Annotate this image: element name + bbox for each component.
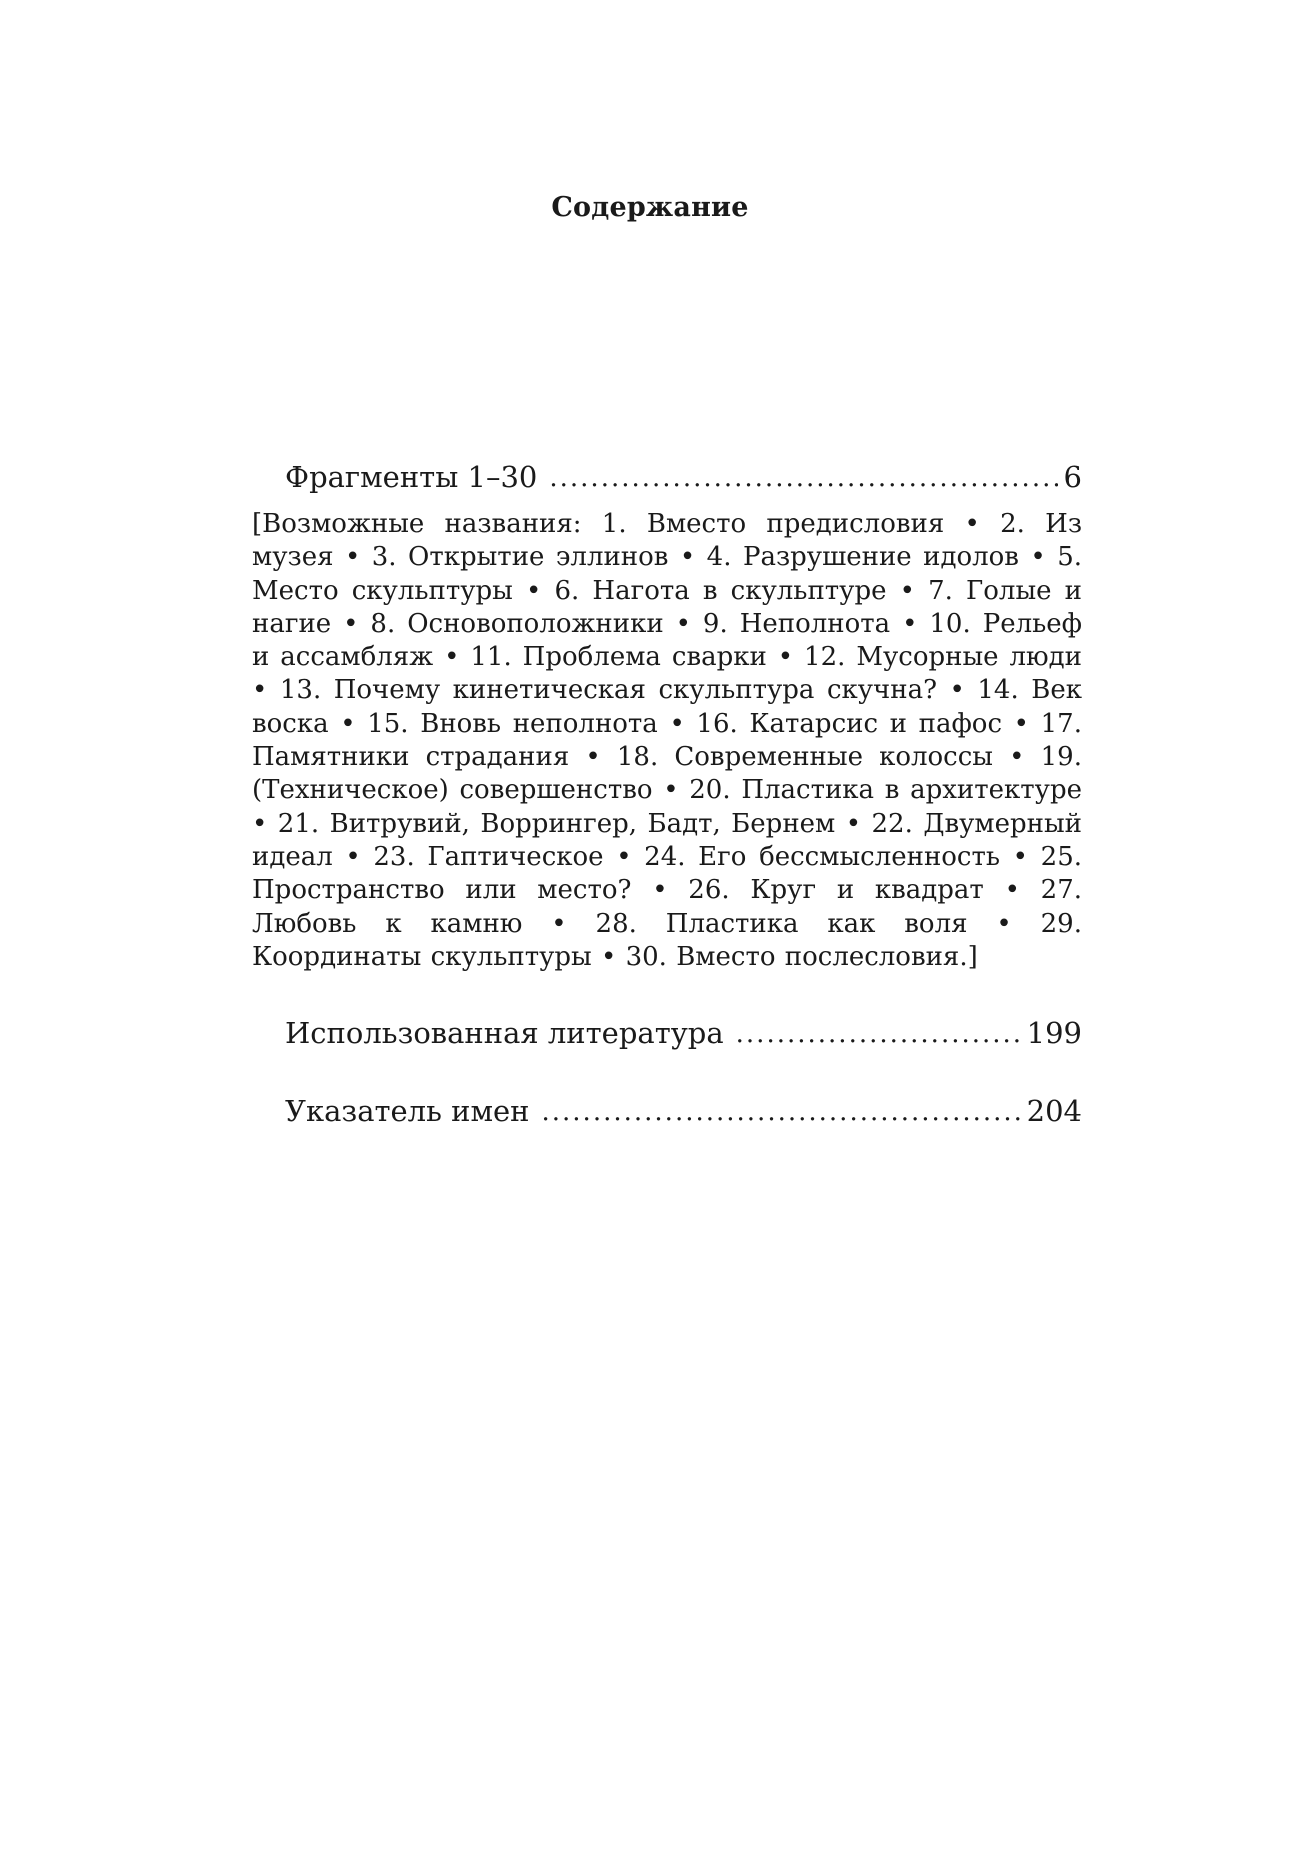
toc-entry-label: Указатель имен xyxy=(285,1094,530,1129)
toc-entry-label: Фрагменты 1–30 xyxy=(285,460,538,494)
table-of-contents xyxy=(252,460,1082,1130)
toc-entry-fragments[interactable] xyxy=(252,460,1082,496)
toc-entry-page-number: 199 xyxy=(1026,1016,1082,1051)
page-title: Содержание xyxy=(551,192,749,223)
fragments-description: [Возможные названия: 1. Вместо предисловия • 2. Из музея • 3. Открытие эллинов • 4. Разрушение идолов • 5. Место скульптуры • 6. Нагота в скульптуре • 7. Голые и нагие • 8. Основоположники • 9. Неполнота • 10. Рельеф и ассамбляж • 11. Проблема сварки • 12. Мусорные люди • 13. Почему кинетическая скульптура скучна? • 14. Век воска • 15. Вновь неполнота • 16. Катарсис и пафос • 17. Памятники страдания • 18. Современные колоссы • 19. (Техническое) совершенство • 20. Пластика в архитектуре • 21. Витрувий, Воррингер, Бадт, Бернем • 22. Двумерный идеал • 23. Гаптическое • 24. Его бессмысленность • 25. Пространство или место? • 26. Круг и квадрат • 27. Любовь к камню • 28. Пластика как воля • 29. Координаты скульптуры • 30. Вместо послесловия.] xyxy=(252,509,1082,972)
dot-leader xyxy=(549,461,1057,495)
toc-entry-page-number: 6 xyxy=(1063,460,1082,494)
toc-entry-name-index[interactable] xyxy=(252,1094,1082,1130)
dot-leader xyxy=(736,1017,1021,1051)
toc-entry-page-number: 204 xyxy=(1026,1094,1082,1129)
dot-leader xyxy=(542,1095,1021,1129)
toc-entry-label: Использованная литература xyxy=(285,1016,724,1051)
toc-entry-literature[interactable] xyxy=(252,1016,1082,1052)
